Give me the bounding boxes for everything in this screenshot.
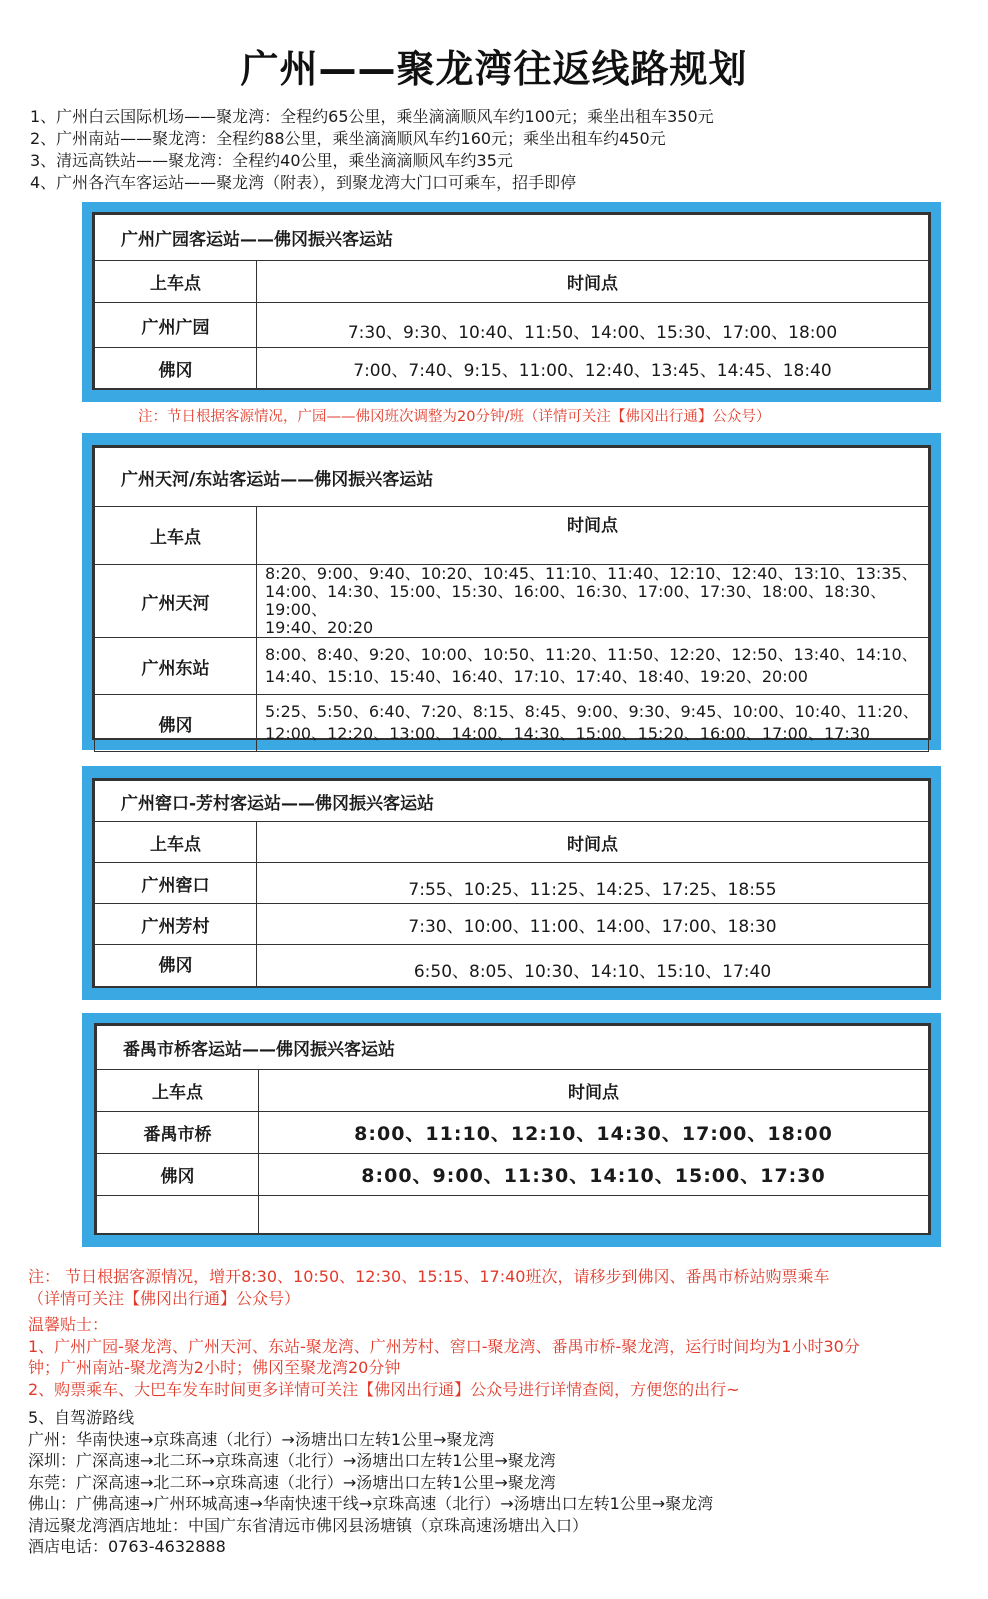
stop-name: 广州天河 bbox=[95, 565, 257, 638]
page-title: 广州——聚龙湾往返线路规划 bbox=[240, 47, 748, 91]
schedule-panel-tianhe-dongzhan bbox=[82, 433, 941, 750]
stop-name: 广州窖口 bbox=[95, 863, 257, 904]
stop-name: 广州芳村 bbox=[95, 904, 257, 945]
header-stop: 上车点 bbox=[95, 261, 257, 303]
empty-cell bbox=[97, 1196, 259, 1234]
departure-times: 6:50、8:05、10:30、14:10、15:10、17:40 bbox=[257, 945, 929, 987]
schedule-panel-panyu bbox=[82, 1013, 941, 1247]
intro-item: 1、广州白云国际机场——聚龙湾：全程约65公里，乘坐滴滴顺风车约100元；乘坐出租车350元 bbox=[30, 107, 714, 126]
times-line: 8:20、9:00、9:40、10:20、10:45、11:10、11:40、12:10、12:40、13:10、13:35、 bbox=[265, 564, 918, 583]
drive-route: 广州：华南快速→京珠高速（北行）→汤塘出口左转1公里→聚龙湾 bbox=[28, 1429, 495, 1449]
hotel-phone: 酒店电话：0763-4632888 bbox=[28, 1537, 226, 1556]
schedule-panel-jiaokou-fangcun bbox=[82, 766, 941, 1000]
stop-name: 广州广园 bbox=[95, 303, 257, 348]
departure-times: 7:30、9:30、10:40、11:50、14:00、15:30、17:00、18:00 bbox=[257, 303, 929, 348]
departure-times: 7:30、10:00、11:00、14:00、17:00、18:30 bbox=[257, 904, 929, 945]
hotel-address: 清远聚龙湾酒店地址：中国广东省清远市佛冈县汤塘镇（京珠高速汤塘出入口） bbox=[28, 1515, 589, 1535]
header-time: 时间点 bbox=[257, 507, 929, 565]
note-line: （详情可关注【佛冈出行通】公众号） bbox=[28, 1288, 301, 1308]
departure-times: 7:55、10:25、11:25、14:25、17:25、18:55 bbox=[257, 863, 929, 904]
stop-name: 佛冈 bbox=[95, 945, 257, 987]
table-caption: 广州窖口-芳村客运站——佛冈振兴客运站 bbox=[95, 781, 929, 822]
times-line: 5:25、5:50、6:40、7:20、8:15、8:45、9:00、9:30、9:45、10:00、10:40、11:20、 bbox=[265, 702, 919, 721]
stop-name: 番禺市桥 bbox=[97, 1112, 259, 1154]
tip-line: 1、广州广园-聚龙湾、广州天河、东站-聚龙湾、广州芳村、窖口-聚龙湾、番禺市桥-聚龙湾，运行时间均为1小时30分 bbox=[28, 1336, 860, 1356]
schedule-frame bbox=[92, 212, 931, 390]
times-line: 14:40、15:10、15:40、16:40、17:10、17:40、18:40、19:20、20:00 bbox=[265, 667, 808, 686]
schedule-frame bbox=[92, 445, 931, 743]
schedule-table bbox=[94, 780, 929, 987]
stop-name: 佛冈 bbox=[97, 1154, 259, 1196]
departure-times: 8:00、11:10、12:10、14:30、17:00、18:00 bbox=[259, 1112, 929, 1154]
drive-route: 佛山：广佛高速→广州环城高速→华南快速干线→京珠高速（北行）→汤塘出口左转1公里→聚龙湾 bbox=[28, 1494, 714, 1513]
tips-section bbox=[28, 1314, 963, 1400]
header-stop: 上车点 bbox=[95, 507, 257, 565]
guangyuan-note: 注：节日根据客源情况，广园——佛冈班次调整为20分钟/班（详情可关注【佛冈出行通】公众号） bbox=[138, 409, 771, 425]
header-time: 时间点 bbox=[257, 822, 929, 863]
departure-times bbox=[257, 565, 929, 638]
tip-line: 钟；广州南站-聚龙湾为2小时；佛冈至聚龙湾20分钟 bbox=[28, 1358, 401, 1377]
schedule-table bbox=[96, 1025, 929, 1234]
schedule-table bbox=[94, 447, 929, 752]
stop-name: 佛冈 bbox=[95, 348, 257, 389]
drive-route: 深圳：广深高速→北二环→京珠高速（北行）→汤塘出口左转1公里→聚龙湾 bbox=[28, 1451, 556, 1470]
departure-times: 7:00、7:40、9:15、11:00、12:40、13:45、14:45、18:40 bbox=[257, 348, 929, 389]
times-line: 12:00、12:20、13:00、14:00、14:30、15:00、15:20、16:00、17:00、17:30 bbox=[265, 724, 871, 743]
schedule-frame bbox=[94, 1023, 931, 1235]
stop-name: 广州东站 bbox=[95, 638, 257, 695]
intro-item: 3、清远高铁站——聚龙湾：全程约40公里，乘坐滴滴顺风车约35元 bbox=[30, 151, 513, 170]
table-caption: 番禺市桥客运站——佛冈振兴客运站 bbox=[97, 1026, 929, 1070]
schedule-table bbox=[94, 214, 929, 389]
header-stop: 上车点 bbox=[95, 822, 257, 863]
tip-line: 2、购票乘车、大巴车发车时间更多详情可关注【佛冈出行通】公众号进行详情查阅，方便您的出行~ bbox=[28, 1379, 740, 1399]
table-caption: 广州天河/东站客运站——佛冈振兴客运站 bbox=[95, 448, 929, 507]
table-caption: 广州广园客运站——佛冈振兴客运站 bbox=[95, 215, 929, 261]
stop-name: 佛冈 bbox=[95, 695, 257, 752]
self-drive-section bbox=[28, 1407, 963, 1558]
header-time: 时间点 bbox=[259, 1070, 929, 1112]
times-line: 8:00、8:40、9:20、10:00、10:50、11:20、11:50、12:20、12:50、13:40、14:10、 bbox=[265, 645, 918, 664]
times-line: 19:40、20:20 bbox=[265, 618, 374, 637]
intro-item: 4、广州各汽车客运站——聚龙湾（附表），到聚龙湾大门口可乘车，招手即停 bbox=[30, 173, 577, 192]
intro-list bbox=[30, 106, 960, 194]
departure-times bbox=[257, 638, 929, 695]
header-time: 时间点 bbox=[257, 261, 929, 303]
drive-route: 东莞：广深高速→北二环→京珠高速（北行）→汤塘出口左转1公里→聚龙湾 bbox=[28, 1472, 556, 1492]
times-line: 14:00、14:30、15:00、15:30、16:00、16:30、17:00、17:30、18:00、18:30、19:00、 bbox=[265, 582, 887, 619]
header-stop: 上车点 bbox=[97, 1070, 259, 1112]
drive-heading: 5、自驾游路线 bbox=[28, 1408, 135, 1427]
intro-item: 2、广州南站——聚龙湾：全程约88公里，乘坐滴滴顺风车约160元；乘坐出租车约450元 bbox=[30, 129, 666, 148]
empty-cell bbox=[259, 1196, 929, 1234]
schedule-frame bbox=[92, 778, 931, 988]
departure-times: 8:00、9:00、11:30、14:10、15:00、17:30 bbox=[259, 1154, 929, 1196]
departure-times bbox=[257, 695, 929, 752]
schedule-panel-guangyuan bbox=[82, 202, 941, 402]
extra-departures-note bbox=[28, 1266, 963, 1309]
tips-heading: 温馨贴士： bbox=[28, 1315, 109, 1334]
note-line: 注： 节日根据客源情况，增开8:30、10:50、12:30、15:15、17:40班次，请移步到佛冈、番禺市桥站购票乘车 bbox=[28, 1267, 830, 1286]
